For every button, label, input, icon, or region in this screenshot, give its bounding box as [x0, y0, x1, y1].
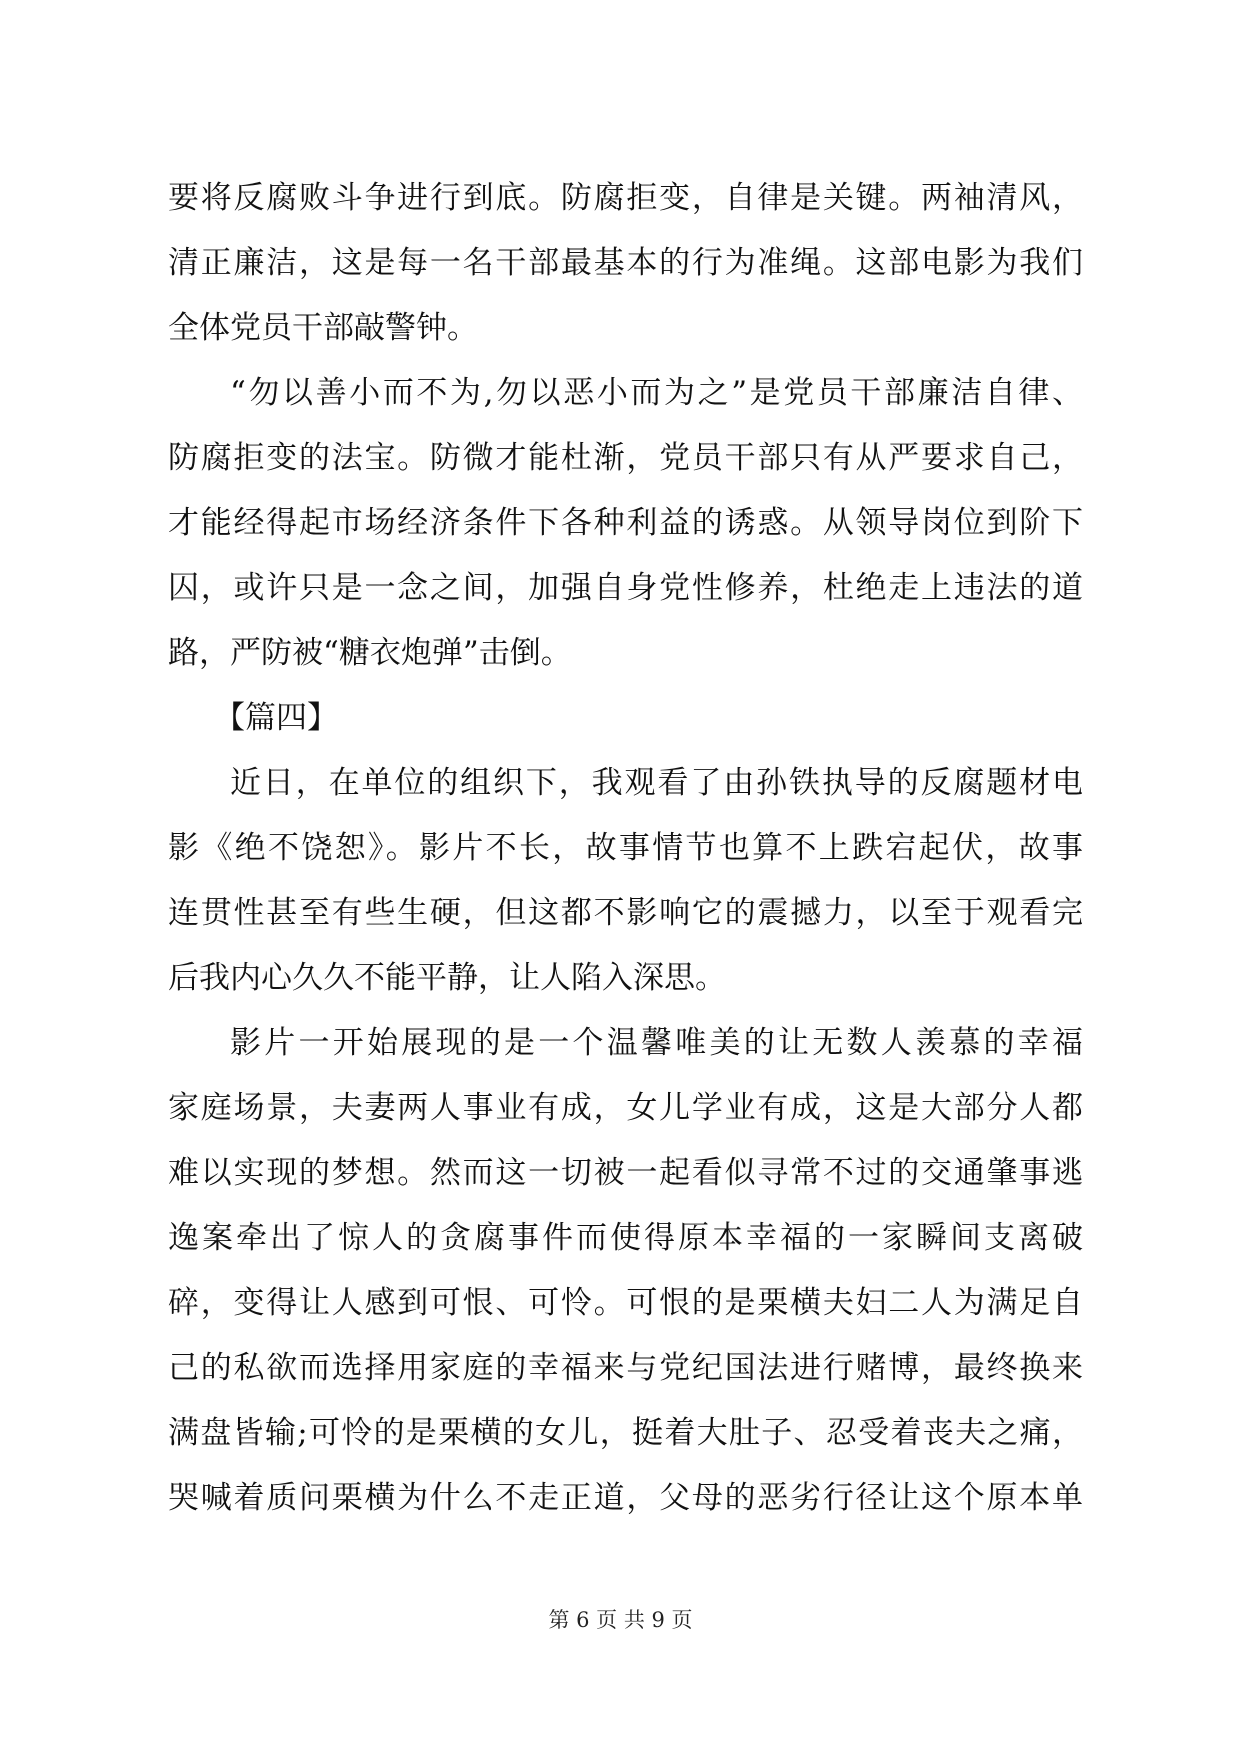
- text-line: 要将反腐败斗争进行到底。防腐拒变，自律是关键。两袖清风，: [168, 180, 1083, 216]
- text-line: 囚，或许只是一念之间，加强自身党性修养，杜绝走上违法的道: [168, 570, 1083, 606]
- text-line: 才能经得起市场经济条件下各种利益的诱惑。从领导岗位到阶下: [168, 505, 1083, 541]
- text-line: 防腐拒变的法宝。防微才能杜渐，党员干部只有从严要求自己，: [168, 440, 1083, 476]
- text-line: 全体党员干部敲警钟。: [168, 310, 478, 346]
- paragraph: [168, 361, 1083, 686]
- text-line: 清正廉洁，这是每一名干部最基本的行为准绳。这部电影为我们: [168, 245, 1083, 281]
- text-line: 难以实现的梦想。然而这一切被一起看似寻常不过的交通肇事逃: [168, 1155, 1083, 1191]
- page-footer: 第 6 页 共 9 页: [548, 1608, 693, 1632]
- text-line: 后我内心久久不能平静，让人陷入深思。: [168, 960, 726, 996]
- text-line: 逸案牵出了惊人的贪腐事件而使得原本幸福的一家瞬间支离破: [168, 1220, 1083, 1256]
- section-heading: 【篇四】: [214, 700, 338, 736]
- paragraph: [168, 166, 1083, 361]
- text-line: 连贯性甚至有些生硬，但这都不影响它的震撼力，以至于观看完: [168, 895, 1083, 931]
- text-line: “勿以善小而不为,勿以恶小而为之”是党员干部廉洁自律、: [230, 375, 1083, 411]
- text-line: 家庭场景，夫妻两人事业有成，女儿学业有成，这是大部分人都: [168, 1090, 1083, 1126]
- paragraph: [168, 1011, 1083, 1531]
- text-line: 近日，在单位的组织下，我观看了由孙铁执导的反腐题材电: [230, 765, 1083, 801]
- text-line: 碎，变得让人感到可恨、可怜。可恨的是栗横夫妇二人为满足自: [168, 1285, 1083, 1321]
- document-body: [168, 166, 1083, 1531]
- paragraph: [168, 751, 1083, 1011]
- text-line: 满盘皆输;可怜的是栗横的女儿，挺着大肚子、忍受着丧夫之痛，: [168, 1415, 1083, 1451]
- text-line: 路，严防被“糖衣炮弹”击倒。: [168, 635, 572, 671]
- text-line: 己的私欲而选择用家庭的幸福来与党纪国法进行赌博，最终换来: [168, 1350, 1083, 1386]
- text-line: 影《绝不饶恕》。影片不长，故事情节也算不上跌宕起伏，故事: [168, 830, 1083, 866]
- text-line: 哭喊着质问栗横为什么不走正道，父母的恶劣行径让这个原本单: [168, 1480, 1083, 1516]
- text-line: 影片一开始展现的是一个温馨唯美的让无数人羡慕的幸福: [230, 1025, 1083, 1061]
